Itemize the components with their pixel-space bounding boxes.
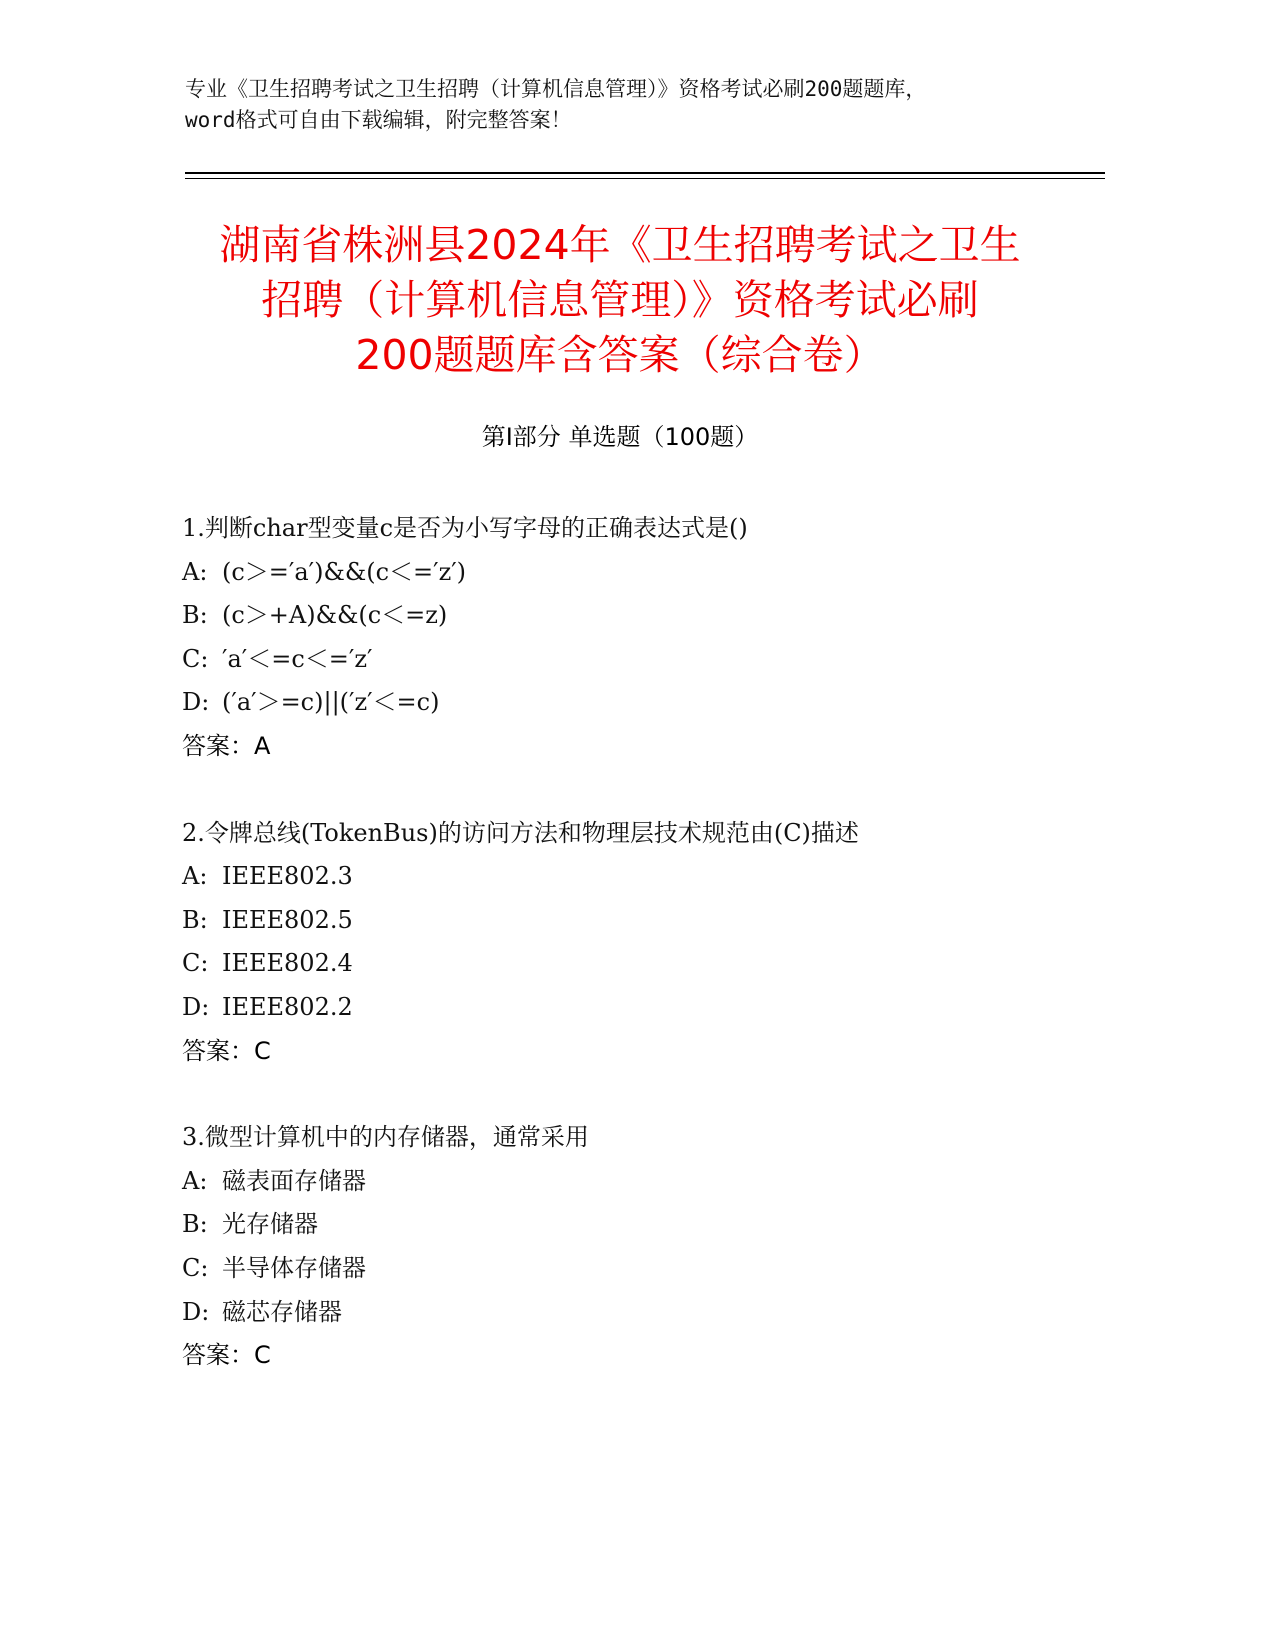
header-divider-thin: [185, 178, 1105, 179]
question-option: [182, 1291, 1142, 1335]
question-item: [182, 812, 1142, 1074]
option-text: (c＞=′a′)&&(c＜=′z′): [222, 557, 467, 586]
question-stem: 2.令牌总线(TokenBus)的访问方法和物理层技术规范由(C)描述: [182, 818, 859, 847]
section-heading: 第Ⅰ部分 单选题（100题）: [481, 423, 759, 451]
question-answer: 答案：A: [182, 731, 271, 760]
question-option: [182, 899, 1142, 943]
option-label: C:: [182, 949, 209, 978]
header-line-2: word格式可自由下载编辑，附完整答案！: [185, 108, 572, 132]
option-label: C:: [182, 1253, 209, 1282]
option-text: 磁表面存储器: [222, 1166, 366, 1195]
question-option: [182, 638, 1142, 682]
question-item: [182, 1116, 1142, 1378]
page-header: [185, 74, 1105, 136]
option-text: IEEE802.4: [222, 949, 353, 978]
option-text: 磁芯存储器: [222, 1297, 342, 1326]
title-line-3: 200题题库含答案（综合卷）: [355, 331, 885, 379]
header-divider-thick: [185, 172, 1105, 174]
question-option: [182, 855, 1142, 899]
option-text: (c＞+A)&&(c＜=z): [222, 601, 448, 630]
question-list: [182, 507, 1142, 1421]
option-label: A:: [182, 1166, 208, 1195]
question-option: [182, 1160, 1142, 1204]
option-label: C:: [182, 644, 209, 673]
option-label: B:: [182, 905, 208, 934]
question-answer: 答案：C: [182, 1036, 271, 1065]
question-answer: 答案：C: [182, 1341, 271, 1370]
option-text: 半导体存储器: [222, 1253, 366, 1282]
option-text: 光存储器: [222, 1210, 318, 1239]
question-item: [182, 507, 1142, 769]
option-label: D:: [182, 1297, 210, 1326]
question-option: [182, 1247, 1142, 1291]
option-label: A:: [182, 557, 208, 586]
title-line-2: 招聘（计算机信息管理）》资格考试必刷: [261, 276, 979, 324]
option-text: IEEE802.2: [222, 992, 353, 1021]
document-title: [160, 218, 1080, 383]
question-option: [182, 681, 1142, 725]
option-label: D:: [182, 992, 210, 1021]
question-option: [182, 594, 1142, 638]
option-label: B:: [182, 601, 208, 630]
option-text: ′a′＜=c＜=′z′: [222, 644, 373, 673]
title-line-1: 湖南省株洲县2024年《卫生招聘考试之卫生: [219, 221, 1021, 269]
option-label: A:: [182, 862, 208, 891]
option-label: B:: [182, 1210, 208, 1239]
option-text: (′a′＞=c)||(′z′＜=c): [222, 688, 440, 717]
question-option: [182, 942, 1142, 986]
option-text: IEEE802.3: [222, 862, 353, 891]
header-line-1: 专业《卫生招聘考试之卫生招聘（计算机信息管理）》资格考试必刷200题题库，: [185, 77, 927, 101]
question-option: [182, 551, 1142, 595]
question-stem: 3.微型计算机中的内存储器，通常采用: [182, 1123, 589, 1152]
question-option: [182, 986, 1142, 1030]
option-label: D:: [182, 688, 210, 717]
question-stem: 1.判断char型变量c是否为小写字母的正确表达式是(): [182, 514, 748, 542]
question-option: [182, 1203, 1142, 1247]
option-text: IEEE802.5: [222, 905, 353, 934]
